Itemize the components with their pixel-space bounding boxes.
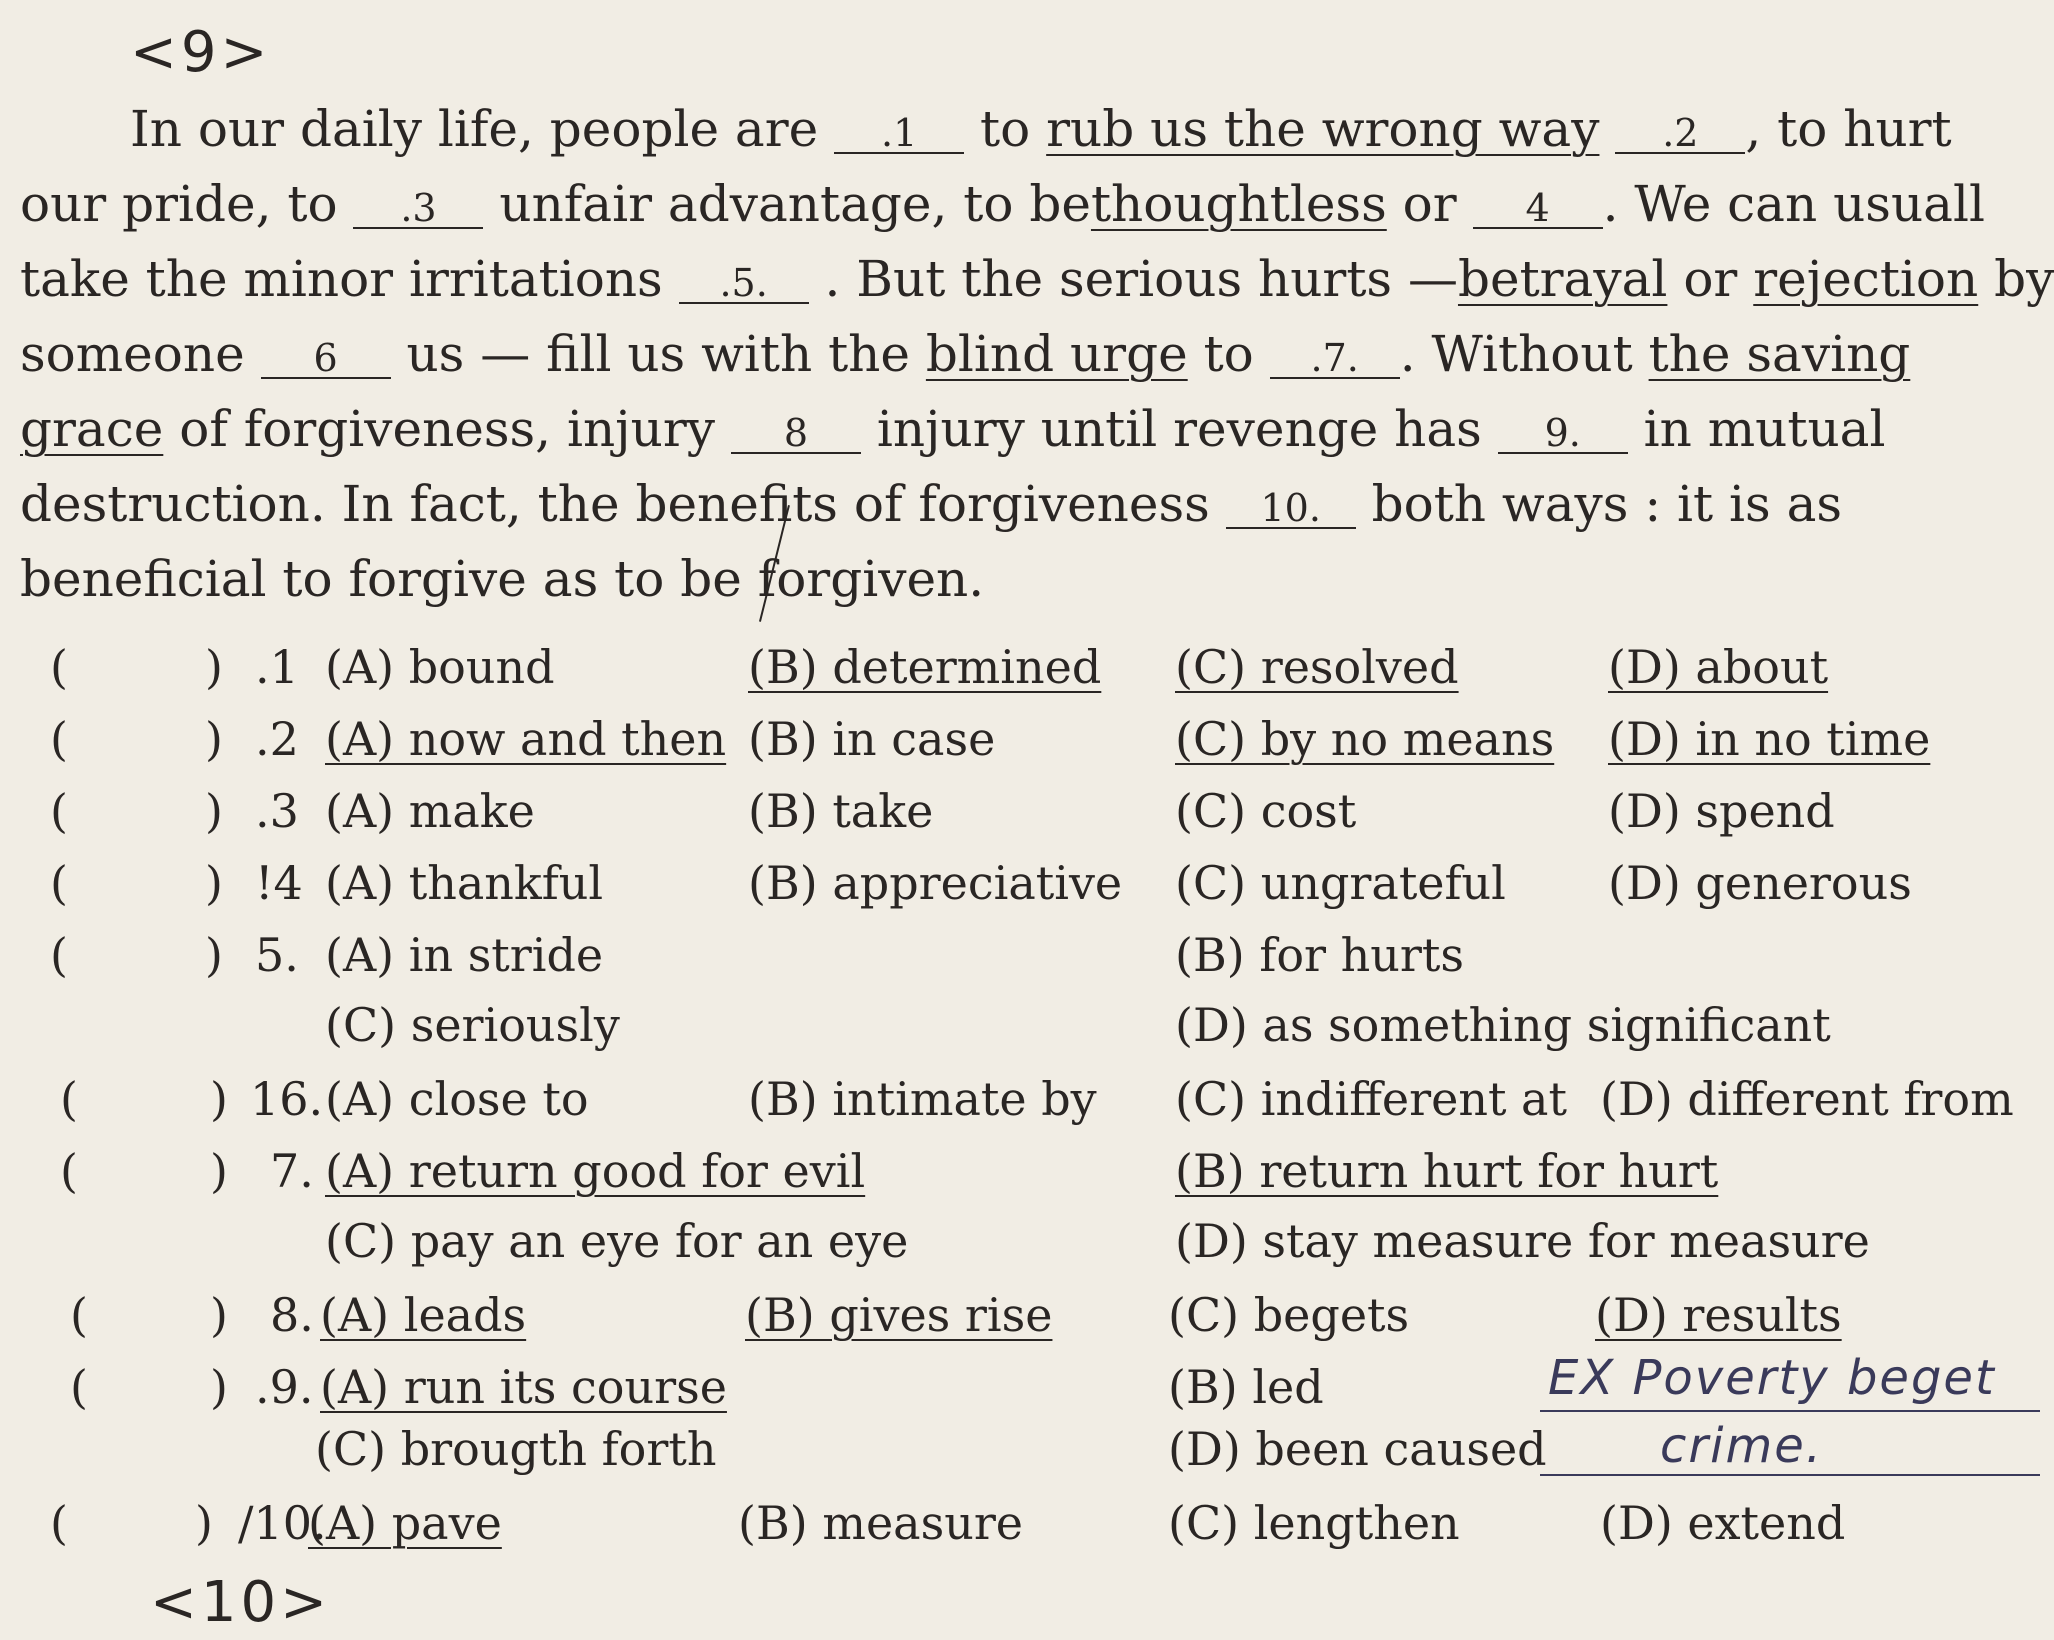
option-b: (B) in case (748, 712, 996, 766)
answer-paren-close: ) (210, 1360, 228, 1414)
blank-3: .3 (353, 189, 483, 229)
question-number: /10. (238, 1496, 327, 1550)
blank-10: 10. (1226, 489, 1356, 529)
option-b: (B) return hurt for hurt (1175, 1144, 1719, 1198)
blank-4: 4 (1473, 189, 1603, 229)
answer-paren-open: ( (50, 1496, 68, 1550)
passage-line-7: beneficial to forgive as to be forgiven. (20, 550, 985, 608)
option-a: (A) close to (325, 1072, 589, 1126)
option-b: (B) for hurts (1175, 928, 1464, 982)
answer-paren-open: ( (50, 784, 68, 838)
option-c: (C) lengthen (1168, 1496, 1460, 1550)
option-b: (B) take (748, 784, 934, 838)
note-underline (1540, 1410, 2040, 1412)
passage-line-3: take the minor irritations .5. . But the serious hurts —betrayal or rejection by (20, 250, 2054, 308)
question-number: .9. (255, 1360, 314, 1414)
question-number: 16. (250, 1072, 324, 1126)
option-c: (C) ungrateful (1175, 856, 1506, 910)
option-b: (B) measure (738, 1496, 1024, 1550)
underlined-word: betrayal (1457, 250, 1668, 308)
question-number: 8. (270, 1288, 314, 1342)
passage-line-1: In our daily life, people are .1 to rub us the wrong way .2 , to hurt (130, 100, 1952, 158)
note-underline (1540, 1474, 2040, 1476)
blank-1: .1 (834, 114, 964, 154)
option-b: (B) gives rise (745, 1288, 1053, 1342)
question-number: .1 (255, 640, 299, 694)
question-3 (0, 784, 2048, 844)
question-number: !4 (255, 856, 303, 910)
passage-line-2: our pride, to .3 unfair advantage, to bethoughtless or 4 . We can usuall (20, 175, 1985, 233)
option-c: (C) seriously (325, 998, 620, 1052)
option-a: (A) return good for evil (325, 1144, 866, 1198)
underlined-phrase: rub us the wrong way (1046, 100, 1600, 158)
passage-line-6: destruction. In fact, the benefits of forgiveness 10. both ways : it is as (20, 475, 1843, 533)
option-d: (D) generous (1608, 856, 1912, 910)
question-number: 5. (255, 928, 299, 982)
blank-9: 9. (1498, 414, 1628, 454)
option-d: (D) in no time (1608, 712, 1931, 766)
option-c: (C) pay an eye for an eye (325, 1214, 909, 1268)
blank-2: .2 (1615, 114, 1745, 154)
option-d: (D) different from (1600, 1072, 2014, 1126)
underlined-word: grace (20, 400, 164, 458)
underlined-phrase: the saving (1648, 325, 1911, 383)
answer-paren-open: ( (70, 1360, 88, 1414)
passage-line-4: someone 6 us — fill us with the blind urge to .7. . Without the saving (20, 325, 1911, 383)
answer-paren-open: ( (60, 1144, 78, 1198)
question-7 (0, 1144, 2048, 1274)
option-a: (A) pave (308, 1496, 502, 1550)
underlined-phrase: blind urge (925, 325, 1188, 383)
option-c: (C) cost (1175, 784, 1357, 838)
option-c: (C) begets (1168, 1288, 1410, 1342)
question-number: 7. (270, 1144, 314, 1198)
option-b: (B) led (1168, 1360, 1324, 1414)
answer-paren-open: ( (70, 1288, 88, 1342)
option-a: (A) leads (320, 1288, 527, 1342)
answer-paren-close: ) (195, 1496, 213, 1550)
option-d: (D) about (1608, 640, 1829, 694)
answer-paren-close: ) (205, 856, 223, 910)
answer-paren-open: ( (50, 856, 68, 910)
option-d: (D) results (1595, 1288, 1842, 1342)
passage-line-5: grace of forgiveness, injury 8 injury until revenge has 9. in mutual (20, 400, 1886, 458)
blank-5: .5. (679, 264, 809, 304)
answer-paren-close: ) (210, 1288, 228, 1342)
underlined-word: thoughtless (1090, 175, 1387, 233)
option-c: (C) by no means (1175, 712, 1555, 766)
option-c: (C) indifferent at (1175, 1072, 1567, 1126)
question-4 (0, 856, 2048, 916)
answer-paren-close: ) (205, 712, 223, 766)
answer-paren-open: ( (50, 928, 68, 982)
option-d: (D) spend (1608, 784, 1835, 838)
option-a: (A) run its course (320, 1360, 727, 1414)
answer-paren-open: ( (50, 712, 68, 766)
answer-paren-open: ( (50, 640, 68, 694)
option-a: (A) in stride (325, 928, 604, 982)
blank-8: 8 (731, 414, 861, 454)
answer-paren-close: ) (210, 1072, 228, 1126)
option-d: (D) as something significant (1175, 998, 1831, 1052)
option-c: (C) resolved (1175, 640, 1459, 694)
answer-paren-open: ( (60, 1072, 78, 1126)
option-a: (A) now and then (325, 712, 727, 766)
question-10 (0, 1496, 2048, 1556)
option-b: (B) determined (748, 640, 1102, 694)
option-d: (D) extend (1600, 1496, 1846, 1550)
option-d: (D) stay measure for measure (1175, 1214, 1870, 1268)
option-a: (A) thankful (325, 856, 604, 910)
answer-paren-close: ) (205, 928, 223, 982)
option-d: (D) been caused (1168, 1422, 1547, 1476)
question-1 (0, 640, 2048, 700)
question-number: .3 (255, 784, 299, 838)
handwritten-note-line-1: EX Poverty beget (1548, 1350, 1996, 1406)
option-c: (C) brougth forth (315, 1422, 717, 1476)
blank-6: 6 (261, 339, 391, 379)
section-number-bottom: <10> (150, 1570, 332, 1635)
underlined-word: rejection (1753, 250, 1979, 308)
question-8 (0, 1288, 2048, 1348)
answer-paren-close: ) (205, 640, 223, 694)
question-6 (0, 1072, 2048, 1132)
option-a: (A) bound (325, 640, 555, 694)
question-number: .2 (255, 712, 299, 766)
option-b: (B) appreciative (748, 856, 1123, 910)
handwritten-note-line-2: crime. (1660, 1418, 1824, 1474)
answer-paren-close: ) (205, 784, 223, 838)
question-2 (0, 712, 2048, 772)
blank-7: .7. (1270, 339, 1400, 379)
option-b: (B) intimate by (748, 1072, 1097, 1126)
section-number-top: <9> (130, 20, 272, 85)
answer-paren-close: ) (210, 1144, 228, 1198)
question-5 (0, 928, 2048, 1058)
option-a: (A) make (325, 784, 535, 838)
